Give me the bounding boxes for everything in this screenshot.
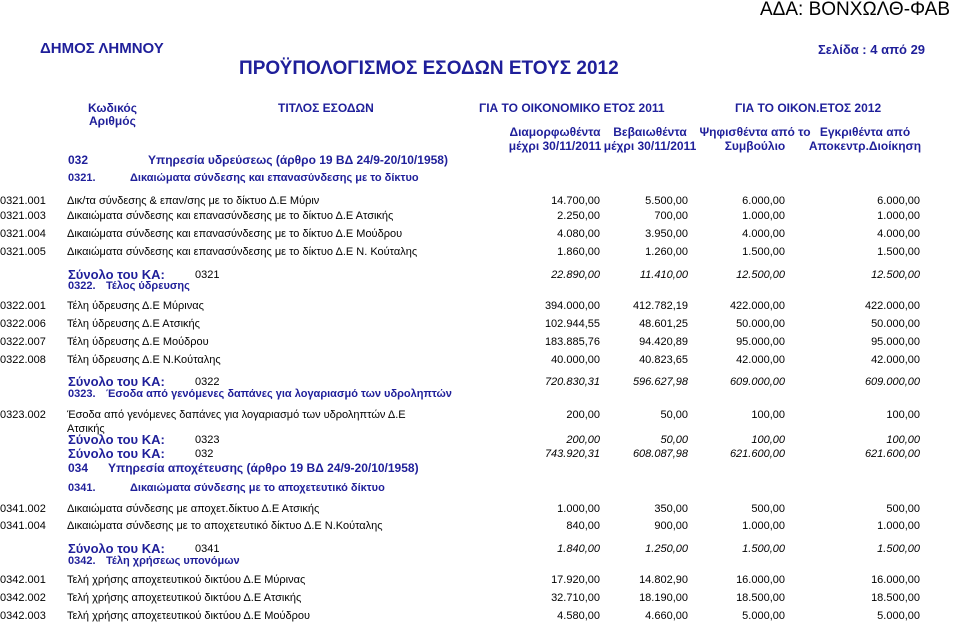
row-code: 0321.005: [0, 246, 46, 258]
row-code: 0342.001: [0, 574, 46, 586]
row-value-col1: 394.000,00: [544, 300, 600, 312]
row-value-col1: 200,00: [566, 409, 600, 421]
header-col3-line1: Ψηφισθέντα από το: [699, 125, 811, 139]
row-value-col4: 1.000,00: [877, 520, 920, 532]
row-value-col3: 42.000,00: [736, 354, 785, 366]
header-col4-line2: Αποκεντρ.Διοίκηση: [808, 139, 922, 153]
total-label: Σύνολο του ΚΑ:: [68, 267, 165, 282]
row-value-col1: 32.710,00: [551, 592, 600, 604]
row-code: 0321.003: [0, 210, 46, 222]
row-value-col4: 100,00: [886, 409, 920, 421]
ada-code: ΑΔΑ: ΒΟΝΧΩΛΘ-ΦΑΒ: [760, 0, 950, 20]
group-title-0321: Δικαιώματα σύνδεσης και επανασύνδεσης με το δίκτυο: [130, 172, 419, 184]
row-value-col3: 1.500,00: [742, 246, 785, 258]
row-code: 0323.002: [0, 409, 46, 421]
row-description: Δικαιώματα σύνδεσης και επανασύνδεσης με το δίκτυο Δ.Ε Ν. Κούταλης: [67, 246, 418, 258]
row-value-col2: 40.823,65: [639, 354, 688, 366]
header-col2-line2: μέχρι 30/11/2011: [603, 139, 697, 153]
municipality-name: ΔΗΜΟΣ ΛΗΜΝΟΥ: [40, 40, 164, 57]
total-code: 0321: [195, 269, 220, 281]
total-value-col3: 12.500,00: [736, 269, 785, 281]
group-code-0341: 0341.: [68, 482, 96, 494]
header-fy2012: ΓΙΑ ΤΟ ΟΙΚΟΝ.ΕΤΟΣ 2012: [735, 101, 882, 115]
total-value-col4: 100,00: [886, 434, 920, 446]
row-value-col4: 5.000,00: [877, 610, 920, 622]
row-code: 0341.002: [0, 503, 46, 515]
total-label: Σύνολο του ΚΑ:: [68, 374, 165, 389]
row-value-col2: 14.802,90: [639, 574, 688, 586]
row-description: Τελή χρήσης αποχετευτικού δικτύου Δ.Ε Μούδρου: [67, 610, 311, 622]
row-value-col3: 4.000,00: [742, 228, 785, 240]
total-code: 032: [195, 448, 214, 460]
row-description-continued: Ατσικής: [67, 423, 105, 435]
row-value-col4: 6.000,00: [877, 195, 920, 207]
row-value-col3: 5.000,00: [742, 610, 785, 622]
row-value-col3: 16.000,00: [736, 574, 785, 586]
row-value-col4: 1.500,00: [877, 246, 920, 258]
section-code-034: 034: [68, 461, 89, 475]
total-value-col3: 621.600,00: [729, 448, 785, 460]
header-fy2011: ΓΙΑ ΤΟ ΟΙΚΟΝΟΜΙΚΟ ΕΤΟΣ 2011: [479, 101, 665, 115]
total-value-col1: 720.830,31: [544, 376, 600, 388]
header-col1-line2: μέχρι 30/11/2011: [508, 139, 602, 153]
group-code-0321: 0321.: [68, 172, 96, 184]
row-value-col1: 4.580,00: [557, 610, 600, 622]
total-label: Σύνολο του ΚΑ:: [68, 432, 165, 447]
row-description: Δικ/τα σύνδεσης & επαν/σης με το δίκτυο Δ.Ε Μύριν: [67, 195, 320, 207]
total-value-col2: 50,00: [660, 434, 688, 446]
total-value-col1: 743.920,31: [544, 448, 600, 460]
header-title: ΤΙΤΛΟΣ ΕΣΟΔΩΝ: [278, 101, 374, 115]
row-value-col3: 95.000,00: [736, 336, 785, 348]
row-code: 0341.004: [0, 520, 46, 532]
total-value-col3: 1.500,00: [742, 543, 785, 555]
row-description: Δικαιώματα σύνδεσης με αποχετ.δίκτυο Δ.Ε Ατσικής: [67, 503, 320, 515]
row-value-col2: 3.950,00: [645, 228, 688, 240]
section-title-032: Υπηρεσία υδρεύσεως (άρθρο 19 ΒΔ 24/9-20/10/1958): [148, 153, 448, 167]
group-code-0322: 0322.: [68, 280, 96, 292]
total-code: 0323: [195, 434, 220, 446]
total-code: 0341: [195, 543, 220, 555]
row-description: Τελή χρήσης αποχετευτικού δικτύου Δ.Ε Ατσικής: [67, 592, 302, 604]
total-value-col1: 200,00: [566, 434, 600, 446]
total-value-col4: 609.000,00: [864, 376, 920, 388]
total-value-col1: 22.890,00: [551, 269, 600, 281]
total-value-col2: 596.627,98: [632, 376, 688, 388]
row-description: Τέλη ύδρευσης Δ.Ε Μύρινας: [67, 300, 204, 312]
row-description: Δικαιώματα σύνδεσης και επανασύνδεσης με το δίκτυο Δ.Ε Ατσικής: [67, 210, 394, 222]
row-value-col1: 40.000,00: [551, 354, 600, 366]
total-value-col2: 1.250,00: [645, 543, 688, 555]
group-title-0341: Δικαιώματα σύνδεσης με το αποχετευτικό δίκτυο: [130, 482, 385, 494]
header-number: Αριθμός: [89, 114, 136, 128]
row-value-col4: 422.000,00: [864, 300, 920, 312]
row-value-col3: 18.500,00: [736, 592, 785, 604]
row-value-col2: 4.660,00: [645, 610, 688, 622]
page-indicator: Σελίδα : 4 από 29: [818, 42, 926, 57]
group-code-0342: 0342.: [68, 555, 96, 567]
row-code: 0322.006: [0, 318, 46, 330]
row-code: 0322.008: [0, 354, 46, 366]
row-code: 0322.007: [0, 336, 46, 348]
row-value-col3: 1.000,00: [742, 520, 785, 532]
row-value-col4: 42.000,00: [871, 354, 920, 366]
row-value-col2: 700,00: [654, 210, 688, 222]
row-description: Τέλη ύδρευσης Δ.Ε Ατσικής: [67, 318, 200, 330]
header-col3-line2: Συμβούλιο: [724, 139, 786, 153]
row-code: 0321.001: [0, 195, 46, 207]
row-description: Τέλη ύδρευσης Δ.Ε Μούδρου: [67, 336, 209, 348]
row-value-col1: 183.885,76: [544, 336, 600, 348]
group-title-0323: Έσοδα από γενόμενες δαπάνες για λογαριασμό των υδροληπτών: [106, 388, 452, 400]
row-description: Δικαιώματα σύνδεσης με το αποχετευτικό δίκτυο Δ.Ε Ν.Κούταλης: [67, 520, 383, 532]
total-label: Σύνολο του ΚΑ:: [68, 541, 165, 556]
total-value-col4: 12.500,00: [871, 269, 920, 281]
total-value-col2: 11.410,00: [639, 269, 688, 281]
row-value-col1: 14.700,00: [551, 195, 600, 207]
row-value-col3: 6.000,00: [742, 195, 785, 207]
header-col2-line1: Βεβαιωθέντα: [613, 125, 687, 139]
row-code: 0322.001: [0, 300, 46, 312]
total-code: 0322: [195, 376, 220, 388]
row-value-col3: 50.000,00: [736, 318, 785, 330]
row-value-col4: 4.000,00: [877, 228, 920, 240]
row-value-col1: 2.250,00: [557, 210, 600, 222]
total-value-col4: 1.500,00: [877, 543, 920, 555]
row-value-col1: 4.080,00: [557, 228, 600, 240]
total-value-col4: 621.600,00: [864, 448, 920, 460]
row-value-col2: 18.190,00: [639, 592, 688, 604]
row-value-col1: 102.944,55: [544, 318, 600, 330]
group-code-0323: 0323.: [68, 388, 96, 400]
row-value-col2: 50,00: [660, 409, 688, 421]
row-value-col2: 900,00: [654, 520, 688, 532]
row-description: Δικαιώματα σύνδεσης και επανασύνδεσης με το δίκτυο Δ.Ε Μούδρου: [67, 228, 403, 240]
header-col4-line1: Εγκριθέντα από: [819, 125, 911, 139]
row-value-col3: 100,00: [751, 409, 785, 421]
total-value-col2: 608.087,98: [632, 448, 688, 460]
row-value-col2: 48.601,25: [639, 318, 688, 330]
row-value-col3: 1.000,00: [742, 210, 785, 222]
row-description: Τελή χρήσης αποχετευτικού δικτύου Δ.Ε Μύρινας: [67, 574, 306, 586]
row-value-col2: 412.782,19: [632, 300, 688, 312]
row-value-col4: 50.000,00: [871, 318, 920, 330]
header-code: Κωδικός: [88, 101, 138, 115]
row-value-col1: 840,00: [566, 520, 600, 532]
row-description: Τέλη ύδρευσης Δ.Ε Ν.Κούταλης: [67, 354, 221, 366]
row-value-col4: 95.000,00: [871, 336, 920, 348]
row-value-col4: 1.000,00: [877, 210, 920, 222]
row-code: 0342.002: [0, 592, 46, 604]
row-value-col3: 500,00: [751, 503, 785, 515]
row-value-col4: 500,00: [886, 503, 920, 515]
row-value-col1: 1.860,00: [557, 246, 600, 258]
group-title-0322: Τέλος ύδρευσης: [106, 280, 190, 292]
section-title-034: Υπηρεσία αποχέτευσης (άρθρο 19 ΒΔ 24/9-20/10/1958): [108, 461, 419, 475]
row-value-col2: 350,00: [654, 503, 688, 515]
total-value-col3: 100,00: [751, 434, 785, 446]
group-title-0342: Τέλη χρήσεως υπονόμων: [106, 555, 240, 567]
total-label: Σύνολο του ΚΑ:: [68, 446, 165, 461]
row-value-col2: 5.500,00: [645, 195, 688, 207]
row-description: Έσοδα από γενόμενες δαπάνες για λογαριασμό των υδροληπτών Δ.Ε: [67, 409, 406, 421]
total-value-col3: 609.000,00: [729, 376, 785, 388]
row-value-col1: 17.920,00: [551, 574, 600, 586]
total-value-col1: 1.840,00: [557, 543, 600, 555]
row-value-col4: 18.500,00: [871, 592, 920, 604]
row-value-col4: 16.000,00: [871, 574, 920, 586]
document-title: ΠΡΟΫΠΟΛΟΓΙΣΜΟΣ ΕΣΟΔΩΝ ΕΤΟΥΣ 2012: [239, 58, 619, 79]
row-value-col1: 1.000,00: [557, 503, 600, 515]
row-value-col2: 1.260,00: [645, 246, 688, 258]
row-code: 0321.004: [0, 228, 46, 240]
header-col1-line1: Διαμορφωθέντα: [509, 125, 601, 139]
row-value-col2: 94.420,89: [639, 336, 688, 348]
row-code: 0342.003: [0, 610, 46, 622]
row-value-col3: 422.000,00: [729, 300, 785, 312]
section-code-032: 032: [68, 153, 89, 167]
